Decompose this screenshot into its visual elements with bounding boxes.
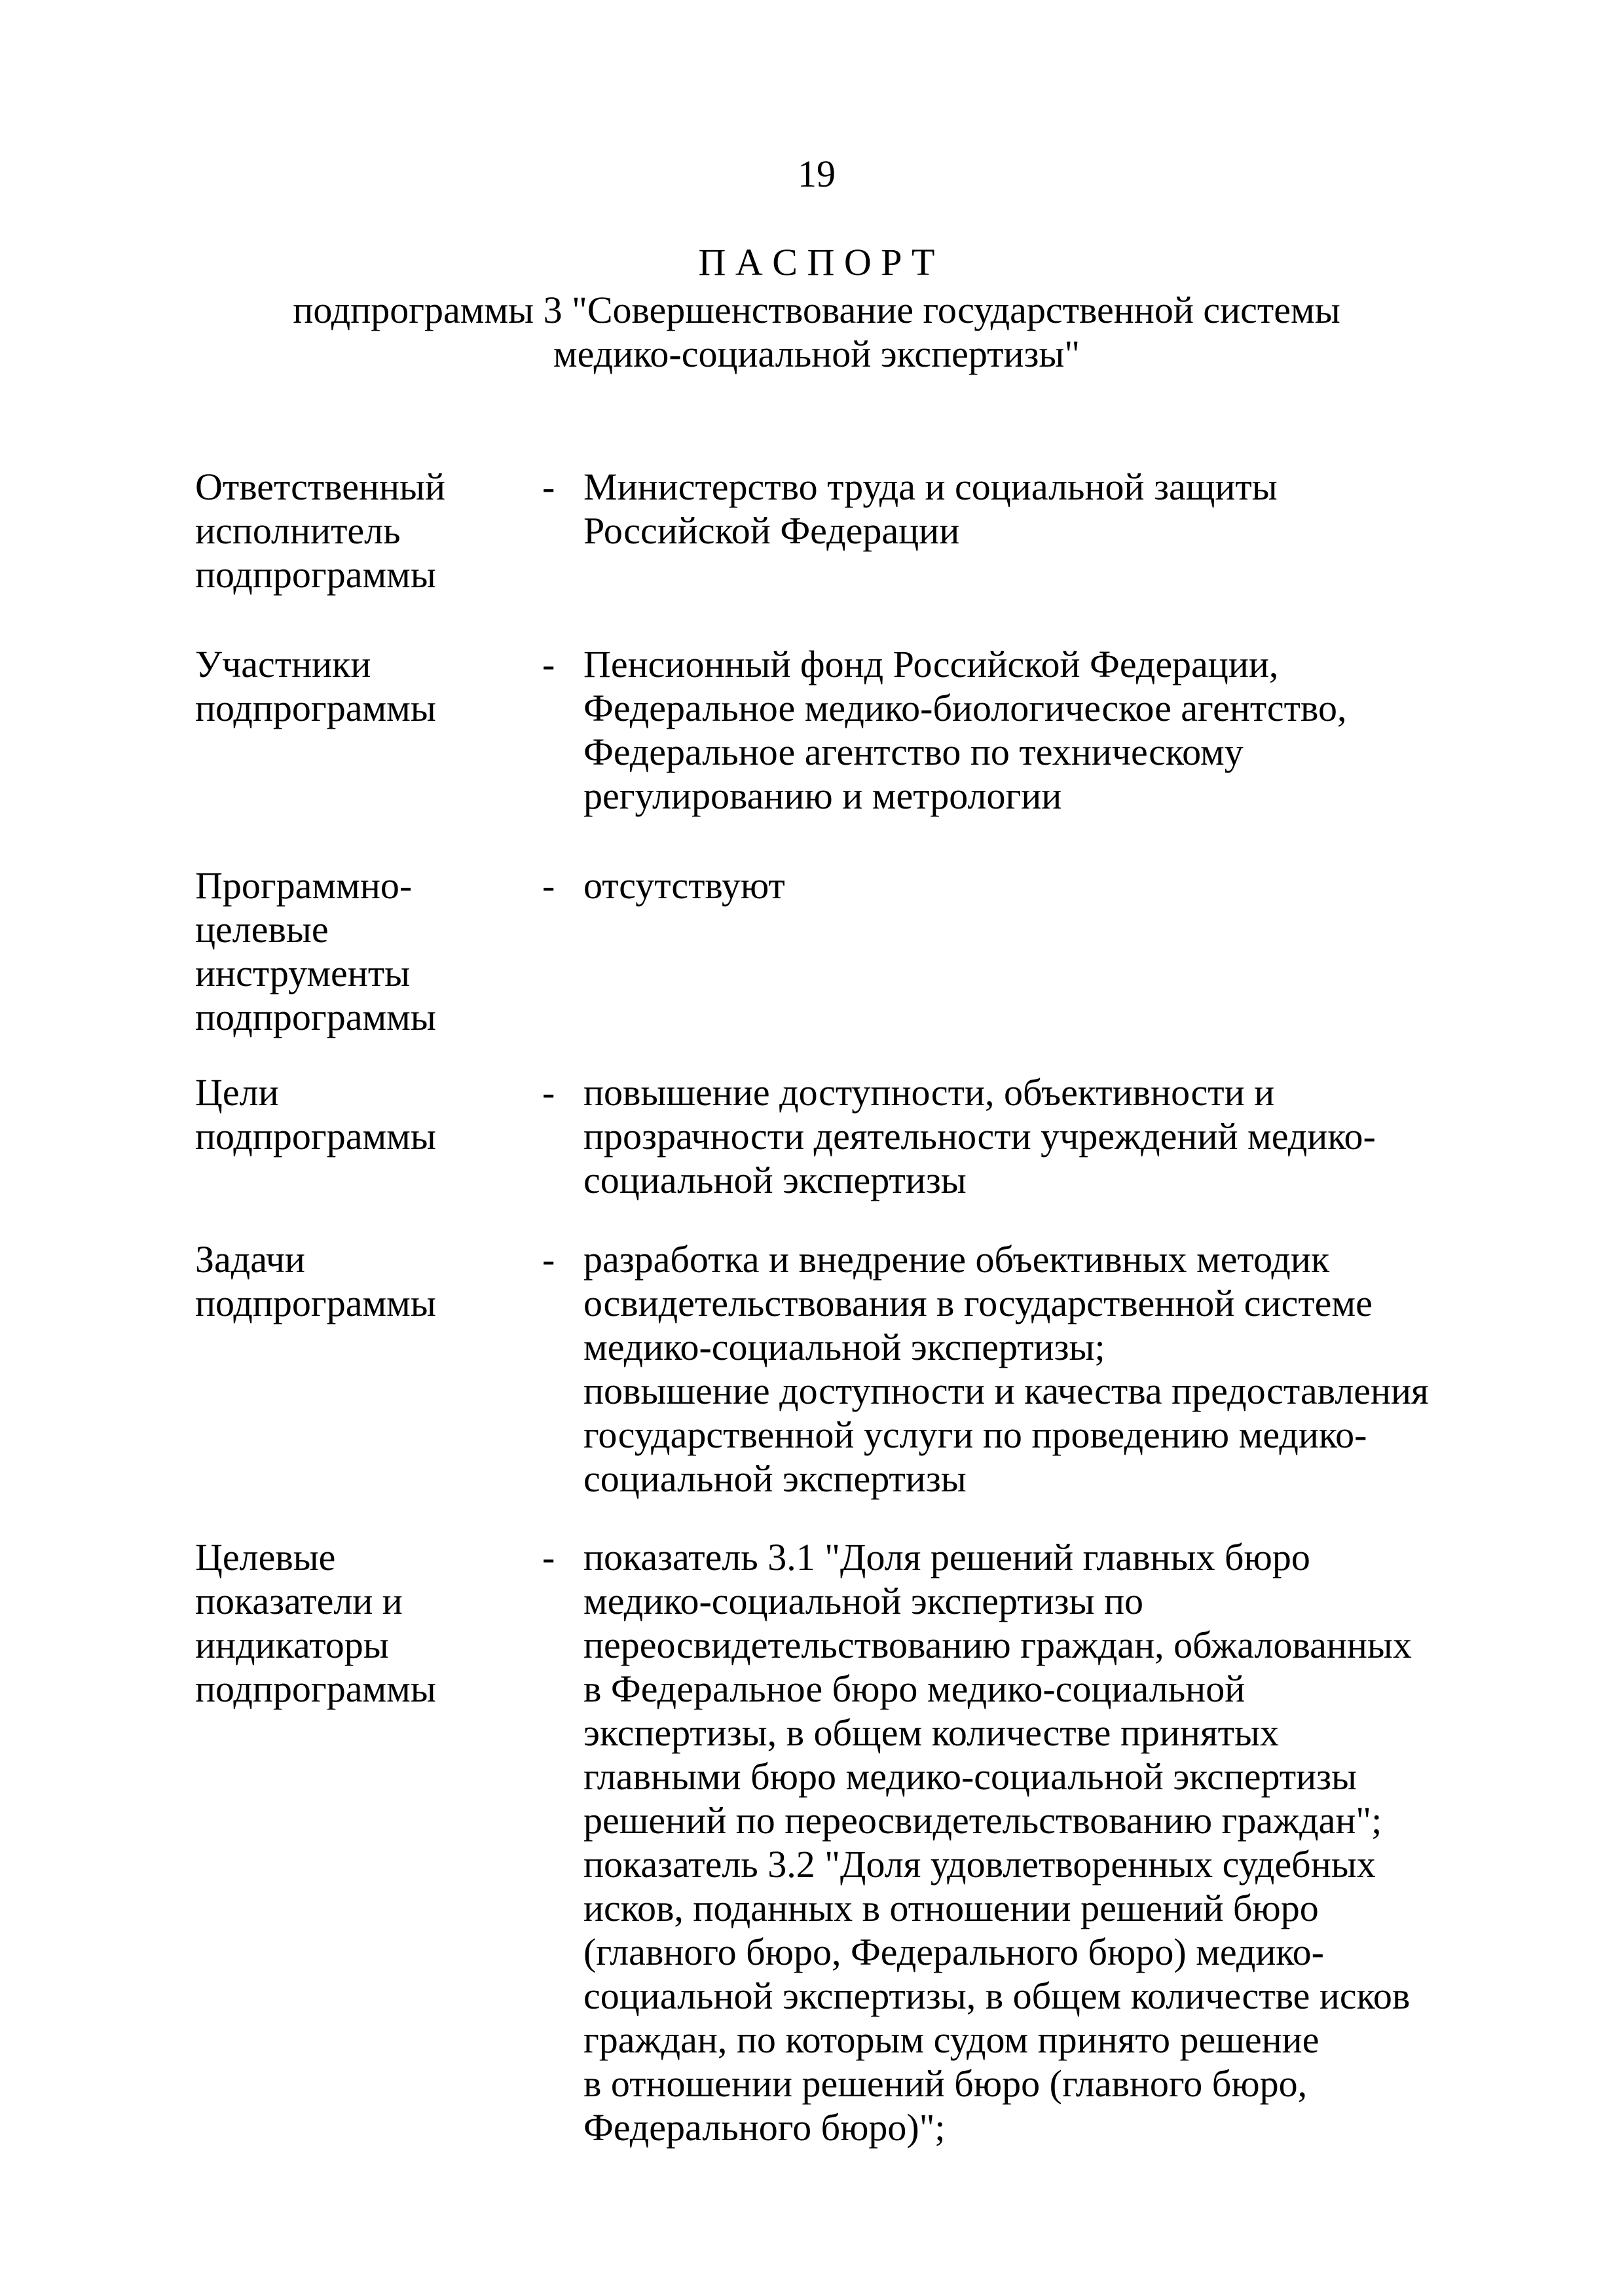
row-label-line: Ответственный [195, 465, 446, 508]
row-dash: - [542, 1238, 555, 1281]
row-value-line: медико-социальной экспертизы; [583, 1326, 1105, 1368]
row-value-line: в отношении решений бюро (главного бюро, [583, 2062, 1308, 2105]
row-label [195, 1535, 436, 1711]
subtitle-line: медико-социальной экспертизы" [553, 333, 1080, 375]
row-value-line: повышение доступности, объективности и [583, 1071, 1275, 1114]
row-value-line: показатель 3.1 "Доля решений главных бюро [583, 1536, 1310, 1578]
row-label-line: исполнитель [195, 509, 401, 552]
row-value-line: социальной экспертизы [583, 1159, 967, 1201]
row-label-line: Цели [195, 1071, 279, 1114]
row-value-line: социальной экспертизы, в общем количестве исков [583, 1975, 1411, 2017]
row-label [195, 1070, 436, 1158]
row-label [195, 642, 436, 730]
row-label [195, 1237, 436, 1325]
row-label-line: целевые [195, 908, 329, 951]
row-dash: - [542, 643, 555, 685]
row-dash: - [542, 465, 555, 508]
row-value-line: показатель 3.2 "Доля удовлетворенных судебных [583, 1843, 1376, 1886]
row-value-line: регулированию и метрологии [583, 774, 1062, 817]
row-goals [0, 1070, 1624, 1202]
row-label-line: Участники [195, 643, 371, 685]
row-value-line: в Федеральное бюро медико-социальной [583, 1667, 1246, 1710]
row-label-line: подпрограммы [195, 1282, 436, 1324]
row-dash: - [542, 1536, 555, 1578]
row-label-line: подпрограммы [195, 1115, 436, 1157]
row-value-line: государственной услуги по проведению медико- [583, 1413, 1367, 1456]
row-value [583, 465, 1278, 553]
document-title: П А С П О Р Т [698, 241, 935, 283]
row-value [583, 642, 1347, 818]
row-value-line: переосвидетельствованию граждан, обжалованных [583, 1624, 1412, 1666]
row-value-line: разработка и внедрение объективных методик [583, 1238, 1330, 1281]
row-value-line: освидетельствования в государственной системе [583, 1282, 1373, 1324]
row-value-line: повышение доступности и качества предоставления [583, 1370, 1429, 1412]
row-value-line: (главного бюро, Федерального бюро) медико- [583, 1931, 1324, 1973]
row-value-line: Министерство труда и социальной защиты [583, 465, 1278, 508]
row-target-indicators [0, 1535, 1624, 2149]
row-value-line: исков, поданных в отношении решений бюро [583, 1887, 1319, 1929]
row-label [195, 465, 445, 596]
row-value-line: отсутствуют [583, 864, 785, 907]
row-label-line: Программно- [195, 864, 413, 907]
subtitle-line: подпрограммы 3 "Совершенствование государственной системы [293, 289, 1340, 331]
row-dash: - [542, 1071, 555, 1114]
row-value-line: решений по переосвидетельствованию граждан"; [583, 1799, 1382, 1842]
row-label [195, 864, 436, 1039]
row-label-line: подпрограммы [195, 1667, 436, 1710]
row-label-line: подпрограммы [195, 553, 436, 596]
row-value-line: социальной экспертизы [583, 1457, 967, 1500]
document-subtitle [9, 288, 1624, 376]
row-value-line: граждан, по которым судом принято решение [583, 2018, 1320, 2061]
row-label-line: Задачи [195, 1238, 305, 1281]
row-value [583, 1070, 1376, 1202]
row-value-line: экспертизы, в общем количестве принятых [583, 1711, 1279, 1754]
row-program-target-instruments [0, 864, 1624, 1039]
row-value [583, 1535, 1412, 2149]
row-value-line: Российской Федерации [583, 509, 960, 552]
row-label-line: индикаторы [195, 1624, 389, 1666]
row-tasks [0, 1237, 1624, 1501]
row-label-line: подпрограммы [195, 996, 436, 1038]
row-label-line: показатели и [195, 1580, 403, 1622]
row-label-line: Целевые [195, 1536, 336, 1578]
row-label-line: подпрограммы [195, 687, 436, 729]
row-value-line: Федеральное медико-биологическое агентство, [583, 687, 1347, 729]
row-responsible-executor [0, 465, 1624, 596]
row-dash: - [542, 864, 555, 907]
row-value-line: прозрачности деятельности учреждений медико- [583, 1115, 1376, 1157]
row-label-line: инструменты [195, 952, 411, 994]
page-number: 19 [798, 153, 836, 195]
row-value [583, 1237, 1429, 1501]
row-value-line: главными бюро медико-социальной экспертизы [583, 1755, 1357, 1798]
row-value-line: Федеральное агентство по техническому [583, 731, 1244, 773]
row-value-line: медико-социальной экспертизы по [583, 1580, 1144, 1622]
row-value-line: Федерального бюро)"; [583, 2106, 946, 2149]
row-participants [0, 642, 1624, 818]
row-value-line: Пенсионный фонд Российской Федерации, [583, 643, 1279, 685]
row-value [583, 864, 785, 907]
